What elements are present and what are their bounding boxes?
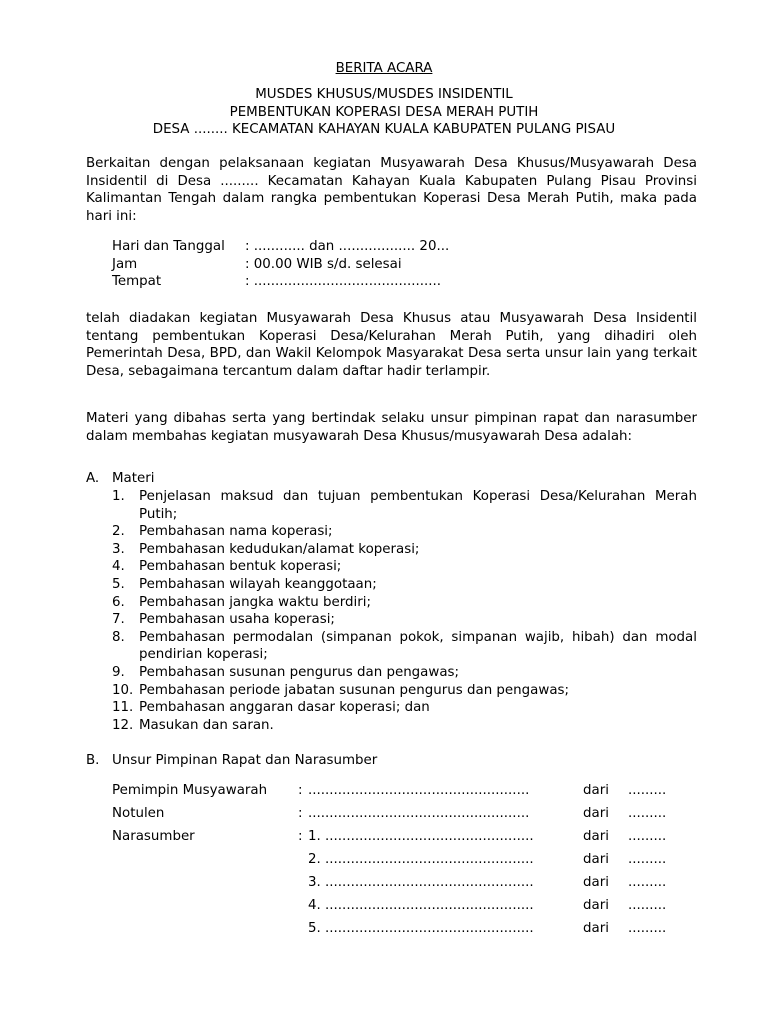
materi-item (112, 699, 697, 717)
materi-paragraph: Materi yang dibahas serta yang bertindak selaku unsur pimpinan rapat dan narasumber dalam membahas kegiatan musyawarah Desa Khusus/musyawarah Desa adalah: (86, 411, 697, 444)
materi-item-number: 7. (112, 612, 125, 628)
subtitle-line-3: DESA ........ KECAMATAN KAHAYAN KUALA KABUPATEN PULANG PISAU (152, 122, 616, 138)
section-letter: A. (86, 471, 100, 486)
pimpinan-fill: 4. ................................................. (308, 898, 534, 913)
info-value: : 00.00 WIB s/d. selesai (245, 256, 402, 272)
materi-item (112, 594, 697, 612)
materi-item (112, 523, 697, 541)
materi-item-text: Pembahasan periode jabatan susunan pengurus dan pengawas; (139, 682, 570, 698)
pimpinan-dari-dots: ......... (628, 898, 667, 913)
materi-item-text: Pembahasan bentuk koperasi; (139, 559, 342, 575)
materi-item (112, 558, 697, 576)
pimpinan-dari-dots: ......... (628, 829, 667, 844)
info-row (112, 256, 612, 274)
pimpinan-fill: 2. ................................................. (308, 852, 534, 867)
pimpinan-fill: 5. ................................................. (308, 921, 534, 936)
pimpinan-fill: 3. ................................................. (308, 875, 534, 890)
pimpinan-dari-dots: ......... (628, 852, 667, 867)
pimpinan-row (112, 851, 712, 874)
materi-item-number: 5. (112, 576, 125, 592)
pimpinan-row (112, 828, 712, 851)
pimpinan-label: Pemimpin Musyawarah (112, 783, 268, 798)
materi-item-text: Pembahasan permodalan (simpanan pokok, simpanan wajib, hibah) dan modal pendirian koperasi; (139, 629, 697, 663)
pimpinan-label: Notulen (112, 806, 165, 821)
materi-item-number: 6. (112, 594, 125, 610)
document-subtitle (0, 86, 768, 139)
pimpinan-fill: .................................................... (308, 783, 530, 798)
pimpinan-colon: : (298, 829, 303, 844)
materi-item-number: 3. (112, 541, 125, 557)
pimpinan-fill: .................................................... (308, 806, 530, 821)
pimpinan-fill: 1. ................................................. (308, 829, 534, 844)
materi-item-number: 11. (112, 700, 134, 716)
materi-item (112, 611, 697, 629)
materi-item-number: 8. (112, 629, 125, 645)
pimpinan-row (112, 920, 712, 943)
info-row (112, 273, 612, 291)
info-label: Hari dan Tanggal (112, 239, 225, 254)
pimpinan-dari-dots: ......... (628, 783, 667, 798)
section-letter: B. (86, 753, 100, 768)
pimpinan-dari: dari (583, 921, 609, 936)
materi-item-number: 2. (112, 524, 125, 540)
pimpinan-dari-dots: ......... (628, 921, 667, 936)
pimpinan-row (112, 805, 712, 828)
pimpinan-row (112, 874, 712, 897)
materi-item-text: Pembahasan nama koperasi; (139, 524, 333, 540)
pimpinan-row (112, 897, 712, 920)
pimpinan-dari-dots: ......... (628, 806, 667, 821)
materi-item-text: Pembahasan usaha koperasi; (139, 612, 335, 628)
materi-item-text: Pembahasan anggaran dasar koperasi; dan (139, 700, 430, 716)
meeting-info (112, 238, 612, 291)
materi-item (112, 576, 697, 594)
info-row (112, 238, 612, 256)
materi-item-text: Masukan dan saran. (139, 717, 274, 733)
materi-item-number: 10. (112, 682, 134, 698)
materi-item-text: Penjelasan maksud dan tujuan pembentukan Koperasi Desa/Kelurahan Merah Putih; (139, 489, 697, 522)
info-value: : ............................................ (245, 274, 442, 290)
materi-item-number: 4. (112, 559, 125, 575)
document-title: BERITA ACARA (335, 61, 433, 76)
pimpinan-dari: dari (583, 783, 609, 798)
materi-item-text: Pembahasan wilayah keanggotaan; (139, 576, 377, 592)
materi-item-number: 12. (112, 717, 134, 733)
info-label: Jam (112, 256, 138, 272)
section-a-heading (86, 470, 154, 488)
materi-item-text: Pembahasan kedudukan/alamat koperasi; (139, 541, 420, 557)
pimpinan-dari-dots: ......... (628, 875, 667, 890)
info-value: : ............ dan .................. 20... (245, 239, 450, 254)
section-b-heading (86, 752, 377, 770)
subtitle-line-2: PEMBENTUKAN KOPERASI DESA MERAH PUTIH (229, 104, 539, 120)
intro-paragraph: Berkaitan dengan pelaksanaan kegiatan Musyawarah Desa Khusus/Musyawarah Desa Insidentil di Desa ......... Kecamatan Kahayan Kuala Kabupaten Pulang Pisau Provinsi Kalimantan Tengah dalam rangka pembentukan Koperasi Desa Merah Putih, maka pada hari ini: (86, 156, 697, 224)
materi-item (112, 629, 697, 664)
pimpinan-dari: dari (583, 875, 609, 890)
materi-item (112, 682, 697, 700)
materi-item (112, 717, 697, 735)
section-title: Materi (112, 471, 155, 486)
section-title: Unsur Pimpinan Rapat dan Narasumber (112, 753, 378, 768)
materi-item-text: Pembahasan jangka waktu berdiri; (139, 594, 371, 610)
materi-item-text: Pembahasan susunan pengurus dan pengawas; (139, 664, 460, 680)
pimpinan-dari: dari (583, 829, 609, 844)
materi-item-number: 9. (112, 664, 125, 680)
materi-item (112, 664, 697, 682)
subtitle-line-1: MUSDES KHUSUS/MUSDES INSIDENTIL (255, 87, 513, 102)
pimpinan-dari: dari (583, 852, 609, 867)
info-label: Tempat (112, 274, 162, 290)
materi-item-number: 1. (112, 489, 125, 504)
pimpinan-dari: dari (583, 806, 609, 821)
pimpinan-label: Narasumber (112, 829, 195, 844)
pimpinan-colon: : (298, 806, 303, 821)
materi-item (112, 541, 697, 559)
body-paragraph: telah diadakan kegiatan Musyawarah Desa Khusus atau Musyawarah Desa Insidentil tentang pembentukan Koperasi Desa/Kelurahan Merah Putih, yang dihadiri oleh Pemerintah Desa, BPD, dan Wakil Kelompok Masyarakat Desa serta unsur lain yang terkait Desa, sebagaimana tercantum dalam daftar hadir terlampir. (86, 311, 697, 379)
pimpinan-table (112, 782, 712, 943)
pimpinan-colon: : (298, 783, 303, 798)
materi-item (112, 488, 697, 523)
pimpinan-row (112, 782, 712, 805)
materi-list (112, 488, 697, 734)
pimpinan-dari: dari (583, 898, 609, 913)
